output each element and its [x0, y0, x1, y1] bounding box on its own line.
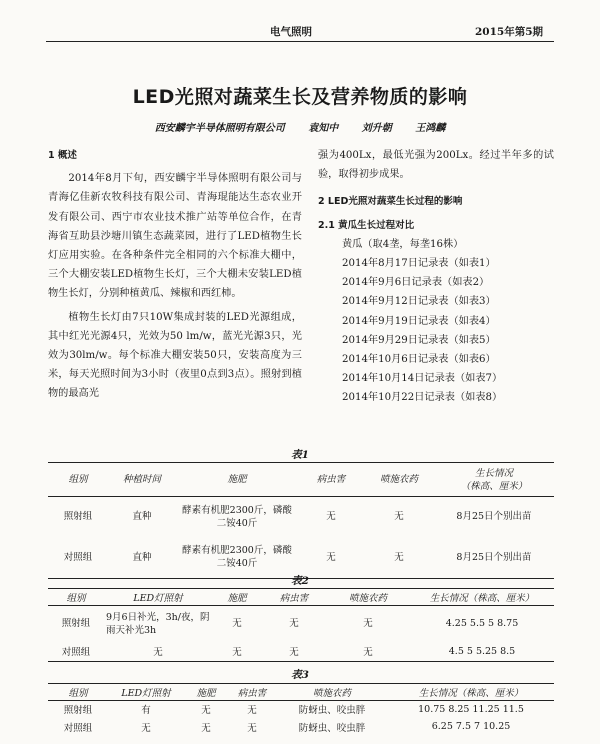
affiliation: 西安麟宇半导体照明有限公司 — [154, 123, 285, 134]
table-cell: 无 — [363, 647, 373, 659]
table-row — [48, 718, 554, 736]
table-1 — [48, 462, 554, 579]
left-column — [48, 146, 302, 404]
table-cell: 对照组 — [63, 551, 93, 563]
table-cell: 无 — [326, 551, 336, 563]
record-line: 2014年10月14日记录表（如表7） — [342, 373, 503, 385]
table-cell: 无 — [141, 722, 151, 734]
table-cell: 无 — [153, 647, 163, 659]
crop-line: 黄瓜（取4垄，每垄16株） — [342, 238, 464, 250]
record-line: 2014年9月29日记录表（如表5） — [342, 334, 496, 346]
right-column — [318, 146, 554, 408]
table-cell: 防蚜虫、咬虫胖 — [298, 722, 366, 734]
table-cell: 无 — [363, 618, 373, 630]
table-cell: 无 — [232, 647, 242, 659]
column-header: 生长情况（株高、厘米） — [418, 688, 524, 699]
table-cell: 对照组 — [61, 647, 91, 659]
table-row — [48, 606, 554, 642]
header-rule — [46, 41, 554, 42]
column-header: 病虫害 — [316, 474, 346, 485]
column-header: 组别 — [68, 688, 88, 699]
table-cell: 无 — [289, 647, 299, 659]
table-cell: 10.75 8.25 11.25 11.5 — [418, 703, 524, 715]
table-3 — [48, 683, 554, 736]
table-cell: 无 — [289, 618, 299, 630]
section-heading: 1 概述 — [48, 150, 77, 161]
table-cell: 对照组 — [63, 722, 93, 734]
table-cell: 有 — [141, 705, 151, 717]
table-caption: 表1 — [291, 449, 309, 461]
column-header: 施肥 — [196, 688, 216, 699]
table-2 — [48, 588, 554, 662]
record-line: 2014年10月6日记录表（如表6） — [342, 354, 496, 366]
record-line: 2014年9月12日记录表（如表3） — [342, 296, 496, 308]
table-cell: 直种 — [132, 551, 152, 563]
record-line: 2014年9月19日记录表（如表4） — [342, 315, 496, 327]
author: 刘升朝 — [361, 123, 392, 134]
author: 袁知中 — [308, 123, 339, 134]
table-cell: 8月25日个别出苗 — [456, 551, 532, 563]
table-cell: 无 — [247, 722, 257, 734]
table-row — [48, 497, 554, 537]
table-cell: 照射组 — [63, 511, 93, 523]
table-cell: 无 — [394, 511, 404, 523]
table-cell: 酵素有机肥2300斤，磷酸二铵40斤 — [182, 504, 292, 529]
column-header: 生长情况（株高、厘米） — [429, 593, 535, 604]
table-cell: 防蚜虫、咬虫胖 — [298, 705, 366, 717]
record-line: 2014年10月22日记录表（如表8） — [342, 392, 503, 404]
table-cell: 酵素有机肥2300斤，磷酸二铵40斤 — [182, 545, 292, 570]
issue-label: 2015年第5期 — [475, 26, 544, 38]
column-header: 种植时间 — [122, 474, 161, 485]
table-cell: 4.5 5 5.25 8.5 — [448, 645, 516, 657]
table-cell: 9月6日补光，3h/夜，阴雨天补光3h — [106, 611, 210, 636]
column-header: 生长情况 （株高、厘米） — [460, 467, 528, 492]
journal-name: 电气照明 — [270, 26, 312, 38]
paragraph: 强为400Lx，最低光强为200Lx。经过半年多的试验，取得初步成果。 — [318, 150, 554, 181]
column-header: LED灯照射 — [121, 688, 171, 699]
column-header: 病虫害 — [237, 688, 267, 699]
record-line: 2014年8月17日记录表（如表1） — [342, 258, 496, 270]
author-line — [0, 119, 600, 134]
table-caption: 表3 — [291, 669, 309, 681]
subsection-heading: 2.1 黄瓜生长过程对比 — [318, 219, 415, 231]
table-cell: 无 — [247, 705, 257, 717]
table-cell: 照射组 — [61, 618, 91, 630]
table-row — [48, 642, 554, 662]
table-caption: 表2 — [291, 575, 309, 587]
section-heading: 2 LED光照对蔬菜生长过程的影响 — [318, 196, 463, 208]
table-cell: 照射组 — [63, 705, 93, 717]
table-cell: 无 — [394, 551, 404, 563]
table-cell: 无 — [201, 705, 211, 717]
column-header: 施肥 — [227, 474, 247, 485]
table-cell: 无 — [326, 511, 336, 523]
column-header: 喷施农药 — [312, 688, 351, 699]
paper-title: LED光照对蔬菜生长及营养物质的影响 — [132, 86, 468, 108]
table-cell: 无 — [232, 618, 242, 630]
column-header: LED灯照射 — [133, 593, 183, 604]
author: 王鸿麟 — [415, 123, 446, 134]
table-cell: 8月25日个别出苗 — [456, 511, 532, 523]
column-header: 组别 — [66, 593, 86, 604]
table-cell: 4.25 5.5 5 8.75 — [445, 618, 519, 630]
table-cell: 无 — [201, 722, 211, 734]
paragraph: 2014年8月下旬，西安麟宇半导体照明有限公司与青海亿佳新农牧科技有限公司、青海琨能达生态农业开发有限公司、西宁市农业技术推广站等单位合作，在青海省互助县沙塘川镇生态蔬菜园，进行了LED植物生长灯应用实验。在各种条件完全相同的六个标准大棚中，三个大棚安装LED植物生长灯，三个大棚未安装LED植物生长灯，分别种植黄瓜、辣椒和西红柿。 — [48, 173, 302, 300]
column-header: 组别 — [68, 474, 88, 485]
column-header: 施肥 — [227, 593, 247, 604]
table-cell: 6.25 7.5 7 10.25 — [431, 721, 511, 732]
table-cell: 直种 — [132, 511, 152, 523]
table-row — [48, 701, 554, 718]
column-header: 喷施农药 — [379, 474, 418, 485]
paragraph: 植物生长灯由7只10W集成封装的LED光源组成，其中红光光源4只，光效为50 lm/w，蓝光光源3只，光效为30lm/w。每个标准大棚安装50只，安装高度为三米，每天光照时间为3小时（夜里0点到3点）。照射到植物的最高光 — [48, 311, 302, 400]
column-header: 喷施农药 — [348, 593, 387, 604]
record-line: 2014年9月6日记录表（如表2） — [342, 277, 490, 289]
column-header: 病虫害 — [279, 593, 309, 604]
